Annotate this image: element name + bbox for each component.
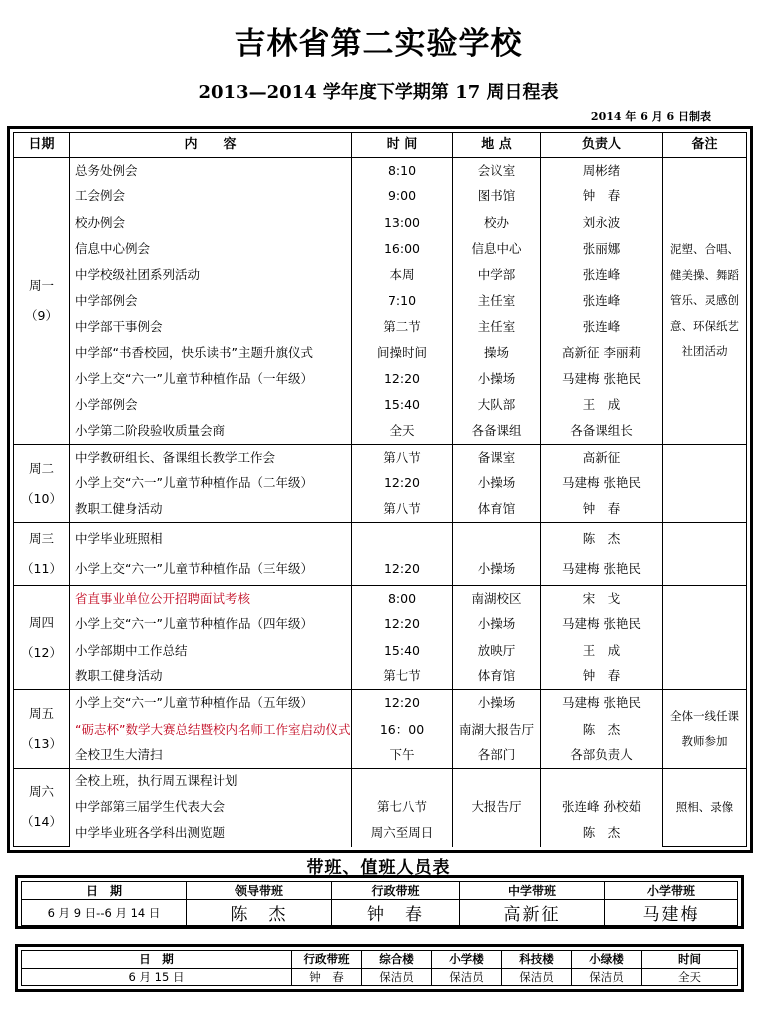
event-content: 中学毕业班照相 xyxy=(70,523,352,554)
schedule-table xyxy=(13,132,747,847)
duty-header-row xyxy=(22,882,738,900)
event-location: 小操场 xyxy=(453,612,541,638)
schedule-row xyxy=(14,262,747,288)
week-day-number: （13） xyxy=(21,736,62,752)
weekend-primary-bldg: 保洁员 xyxy=(432,968,502,986)
event-content: 小学上交“六一”儿童节种植作品（五年级） xyxy=(70,690,352,716)
event-time xyxy=(352,768,453,794)
event-location: 放映厅 xyxy=(453,638,541,664)
week-day-number: （12） xyxy=(21,644,62,660)
event-location: 操场 xyxy=(453,340,541,366)
note-cell: 全体一线任课教师参加 xyxy=(663,690,747,768)
event-person: 周彬绪 xyxy=(541,158,663,184)
duty-title: 带班、值班人员表 xyxy=(306,858,451,878)
day-name: 周四 xyxy=(28,614,54,630)
weekend-header-primary-bldg: 小学楼 xyxy=(432,951,502,969)
event-person xyxy=(541,768,663,794)
event-time: 第七节 xyxy=(352,664,453,690)
note-cell xyxy=(663,586,747,690)
duty-admin: 钟 春 xyxy=(332,900,460,926)
event-time xyxy=(352,523,453,554)
event-person: 各备课组长 xyxy=(541,418,663,444)
note-cell: 泥塑、合唱、健美操、舞蹈管乐、灵感创意、环保纸艺社团活动 xyxy=(663,158,747,445)
event-time: 12:20 xyxy=(352,366,453,392)
duty-header-primary: 小学带班 xyxy=(605,882,738,900)
event-location: 中学部 xyxy=(453,262,541,288)
event-time: 12:20 xyxy=(352,471,453,497)
event-location: 主任室 xyxy=(453,288,541,314)
event-content: 中学部例会 xyxy=(70,288,352,314)
event-content: 小学部例会 xyxy=(70,392,352,418)
event-time: 12:20 xyxy=(352,690,453,716)
event-content: 中学教研组长、备课组长教学工作会 xyxy=(70,445,352,471)
schedule-row xyxy=(14,288,747,314)
document-title: 吉林省第二实验学校 xyxy=(234,26,523,62)
schedule-row xyxy=(14,418,747,444)
schedule-row xyxy=(14,340,747,366)
event-location: 小操场 xyxy=(453,690,541,716)
duty-header-middle: 中学带班 xyxy=(460,882,605,900)
event-person: 马建梅 张艳民 xyxy=(541,471,663,497)
event-person: 张丽娜 xyxy=(541,236,663,262)
weekend-header-date: 日 期 xyxy=(22,951,292,969)
col-location-header: 地 点 xyxy=(453,133,541,158)
event-person: 宋 戈 xyxy=(541,586,663,612)
event-content: 校办例会 xyxy=(70,210,352,236)
event-content: 中学部干事例会 xyxy=(70,314,352,340)
event-location: 小操场 xyxy=(453,366,541,392)
event-content: 小学上交“六一”儿童节种植作品（三年级） xyxy=(70,554,352,585)
schedule-row xyxy=(14,664,747,690)
event-location: 小操场 xyxy=(453,471,541,497)
event-content: 小学部期中工作总结 xyxy=(70,638,352,664)
event-content: 教职工健身活动 xyxy=(70,497,352,523)
day-name: 周一 xyxy=(28,278,54,294)
event-person: 刘永波 xyxy=(541,210,663,236)
event-person: 陈 杰 xyxy=(541,716,663,742)
event-person: 王 成 xyxy=(541,638,663,664)
event-person: 陈 杰 xyxy=(541,820,663,846)
event-time: 16：00 xyxy=(352,716,453,742)
event-location xyxy=(453,523,541,554)
duty-header-date: 日 期 xyxy=(22,882,187,900)
event-person: 钟 春 xyxy=(541,184,663,210)
event-person: 钟 春 xyxy=(541,497,663,523)
event-location: 各部门 xyxy=(453,742,541,768)
event-time: 8:10 xyxy=(352,158,453,184)
event-person: 马建梅 张艳民 xyxy=(541,690,663,716)
event-person: 陈 杰 xyxy=(541,523,663,554)
event-location: 主任室 xyxy=(453,314,541,340)
event-time: 本周 xyxy=(352,262,453,288)
schedule-row xyxy=(14,742,747,768)
schedule-row xyxy=(14,392,747,418)
col-day-header: 日期 xyxy=(14,133,70,158)
weekend-green-bldg: 保洁员 xyxy=(572,968,642,986)
event-person: 各部负责人 xyxy=(541,742,663,768)
col-note-header: 备注 xyxy=(663,133,747,158)
weekend-tech-bldg: 保洁员 xyxy=(502,968,572,986)
event-content: 中学毕业班各学科出测览题 xyxy=(70,820,352,846)
event-location: 大队部 xyxy=(453,392,541,418)
event-time: 间操时间 xyxy=(352,340,453,366)
duty-date: 6 月 9 日--6 月 14 日 xyxy=(22,900,187,926)
event-location: 南湖校区 xyxy=(453,586,541,612)
event-time: 12:20 xyxy=(352,554,453,585)
schedule-row xyxy=(14,158,747,184)
duty-primary: 马建梅 xyxy=(605,900,738,926)
event-content: 中学部“书香校园，快乐读书”主题升旗仪式 xyxy=(70,340,352,366)
event-time: 第八节 xyxy=(352,445,453,471)
weekend-date: 6 月 15 日 xyxy=(22,968,292,986)
day-cell xyxy=(14,445,70,523)
schedule-row xyxy=(14,523,747,554)
event-content: 小学上交“六一”儿童节种植作品（四年级） xyxy=(70,612,352,638)
event-location: 体育馆 xyxy=(453,664,541,690)
event-time: 9:00 xyxy=(352,184,453,210)
day-cell xyxy=(14,586,70,690)
day-cell xyxy=(14,523,70,586)
event-content: 省直事业单位公开招聘面试考核 xyxy=(70,586,352,612)
made-date: 2014 年 6 月 6 日制表 xyxy=(590,110,711,123)
col-content-header: 内 容 xyxy=(70,133,352,158)
schedule-header-row xyxy=(14,133,747,158)
schedule-row xyxy=(14,638,747,664)
day-name: 周二 xyxy=(28,460,54,476)
schedule-row xyxy=(14,716,747,742)
day-cell xyxy=(14,768,70,846)
duty-leader: 陈 杰 xyxy=(187,900,332,926)
event-location xyxy=(453,820,541,846)
event-content: 小学第二阶段验收质量会商 xyxy=(70,418,352,444)
event-content: 信息中心例会 xyxy=(70,236,352,262)
event-person: 张连峰 孙校茹 xyxy=(541,794,663,820)
event-person: 张连峰 xyxy=(541,288,663,314)
event-content: 全校卫生大清扫 xyxy=(70,742,352,768)
event-content: “砺志杯”数学大赛总结暨校内名师工作室启动仪式 xyxy=(70,716,352,742)
weekend-header-green-bldg: 小绿楼 xyxy=(572,951,642,969)
day-name: 周六 xyxy=(28,784,54,800)
duty-table-frame xyxy=(15,875,744,929)
event-time: 16:00 xyxy=(352,236,453,262)
duty-table xyxy=(21,881,738,926)
event-location: 体育馆 xyxy=(453,497,541,523)
schedule-row xyxy=(14,445,747,471)
weekend-time: 全天 xyxy=(642,968,738,986)
event-content: 小学上交“六一”儿童节种植作品（二年级） xyxy=(70,471,352,497)
event-location: 小操场 xyxy=(453,554,541,585)
event-location: 备课室 xyxy=(453,445,541,471)
event-content: 工会例会 xyxy=(70,184,352,210)
event-location: 图书馆 xyxy=(453,184,541,210)
event-time: 8:00 xyxy=(352,586,453,612)
event-location: 大报告厅 xyxy=(453,794,541,820)
event-person: 高新征 李丽莉 xyxy=(541,340,663,366)
event-location xyxy=(453,768,541,794)
weekend-header-time: 时间 xyxy=(642,951,738,969)
weekend-complex: 保洁员 xyxy=(362,968,432,986)
schedule-row xyxy=(14,366,747,392)
weekend-duty-row xyxy=(22,968,738,986)
event-location: 信息中心 xyxy=(453,236,541,262)
weekend-duty-table xyxy=(21,950,738,986)
schedule-row xyxy=(14,236,747,262)
schedule-row xyxy=(14,586,747,612)
event-time: 第二节 xyxy=(352,314,453,340)
event-person: 马建梅 张艳民 xyxy=(541,554,663,585)
event-time: 15:40 xyxy=(352,638,453,664)
event-content: 全校上班，执行周五课程计划 xyxy=(70,768,352,794)
note-cell: 照相、录像 xyxy=(663,768,747,846)
event-time: 12:20 xyxy=(352,612,453,638)
weekend-duty-header-row xyxy=(22,951,738,969)
event-person: 张连峰 xyxy=(541,314,663,340)
schedule-row xyxy=(14,554,747,585)
event-time: 周六至周日 xyxy=(352,820,453,846)
day-name: 周三 xyxy=(28,531,54,547)
weekend-duty-frame xyxy=(15,944,744,992)
event-time: 13:00 xyxy=(352,210,453,236)
event-time: 第七八节 xyxy=(352,794,453,820)
event-location: 各备课组 xyxy=(453,418,541,444)
weekend-admin: 钟 春 xyxy=(292,968,362,986)
event-person: 马建梅 张艳民 xyxy=(541,366,663,392)
event-time: 7:10 xyxy=(352,288,453,314)
schedule-body xyxy=(14,158,747,847)
day-cell xyxy=(14,158,70,445)
event-location: 南湖大报告厅 xyxy=(453,716,541,742)
duty-header-admin: 行政带班 xyxy=(332,882,460,900)
event-location: 校办 xyxy=(453,210,541,236)
week-day-number: （11） xyxy=(21,561,62,577)
schedule-row xyxy=(14,497,747,523)
weekend-header-tech-bldg: 科技楼 xyxy=(502,951,572,969)
schedule-row xyxy=(14,314,747,340)
event-time: 全天 xyxy=(352,418,453,444)
event-content: 小学上交“六一”儿童节种植作品（一年级） xyxy=(70,366,352,392)
document-subtitle: 2013—2014 学年度下学期第 17 周日程表 xyxy=(198,82,559,103)
note-cell xyxy=(663,523,747,586)
duty-header-leader: 领导带班 xyxy=(187,882,332,900)
event-person: 王 成 xyxy=(541,392,663,418)
schedule-row xyxy=(14,820,747,846)
schedule-row xyxy=(14,768,747,794)
week-day-number: （9） xyxy=(25,308,58,324)
schedule-row xyxy=(14,612,747,638)
event-person: 张连峰 xyxy=(541,262,663,288)
note-cell xyxy=(663,445,747,523)
event-person: 钟 春 xyxy=(541,664,663,690)
event-content: 中学校级社团系列活动 xyxy=(70,262,352,288)
schedule-row xyxy=(14,690,747,716)
event-content: 教职工健身活动 xyxy=(70,664,352,690)
schedule-row xyxy=(14,794,747,820)
week-day-number: （10） xyxy=(21,490,62,506)
week-day-number: （14） xyxy=(21,814,62,830)
event-time: 下午 xyxy=(352,742,453,768)
weekend-header-complex: 综合楼 xyxy=(362,951,432,969)
schedule-frame xyxy=(7,126,753,853)
event-content: 中学部第三届学生代表大会 xyxy=(70,794,352,820)
event-content: 总务处例会 xyxy=(70,158,352,184)
event-time: 第八节 xyxy=(352,497,453,523)
schedule-row xyxy=(14,184,747,210)
event-person: 马建梅 张艳民 xyxy=(541,612,663,638)
event-time: 15:40 xyxy=(352,392,453,418)
col-time-header: 时 间 xyxy=(352,133,453,158)
duty-middle: 高新征 xyxy=(460,900,605,926)
schedule-row xyxy=(14,210,747,236)
weekend-header-admin: 行政带班 xyxy=(292,951,362,969)
day-cell xyxy=(14,690,70,768)
duty-row xyxy=(22,900,738,926)
col-person-header: 负责人 xyxy=(541,133,663,158)
day-name: 周五 xyxy=(28,706,54,722)
event-location: 会议室 xyxy=(453,158,541,184)
event-person: 高新征 xyxy=(541,445,663,471)
schedule-row xyxy=(14,471,747,497)
